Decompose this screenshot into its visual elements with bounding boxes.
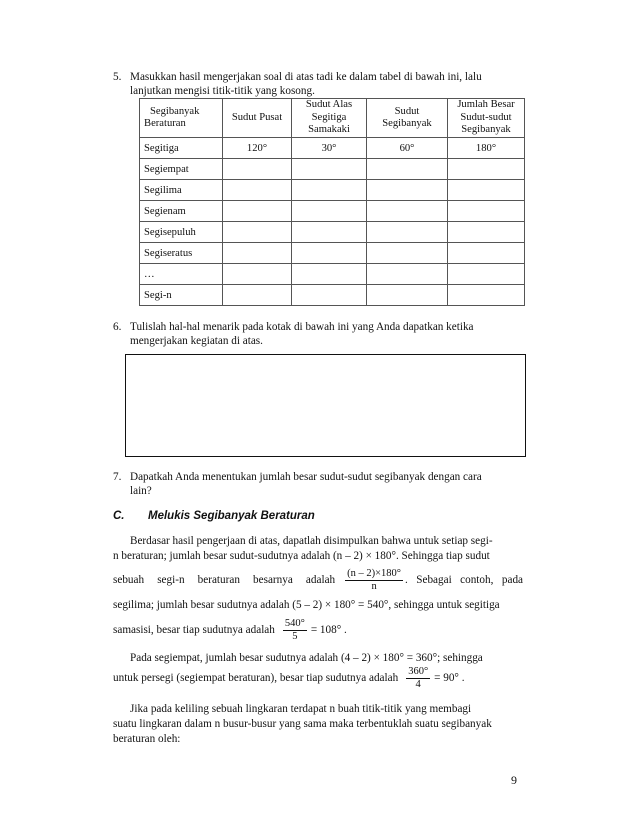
table-cell-empty[interactable] [292,285,367,306]
table-cell-empty[interactable] [292,159,367,180]
para1-line3: sebuah segi-n beraturan besarnya adalah $\frac{(n - 2)\times 180^\circ}{n}$ . Sebagai contoh, pada [113,568,523,592]
question-5-line2: lanjutkan mengisi titik-titik yang kosong. [130,85,315,97]
table-cell-empty[interactable] [448,243,525,264]
header-segibanyak-beraturan: Segibanyak Beraturan [140,99,223,138]
para3-line3: beraturan oleh: [113,733,181,745]
table-cell-empty[interactable] [223,264,292,285]
table-cell-empty[interactable] [223,285,292,306]
question-6-number: 6. [113,321,122,333]
para2-line1: Pada segiempat, jumlah besar sudutnya adalah (4 – 2) × 180° = 360°; sehingga [130,652,483,664]
table-cell-empty[interactable] [223,180,292,201]
para1-line2: n beraturan; jumlah besar sudut-sudutnya adalah (n – 2) × 180°. Sehingga tiap sudut [113,550,490,562]
table-cell-empty[interactable] [367,201,448,222]
header-jumlah-besar: Jumlah Besar Sudut-sudut Segibanyak [448,99,525,138]
header-sudut-segibanyak: Sudut Segibanyak [367,99,448,138]
table-cell-empty[interactable] [292,201,367,222]
table-row: … [140,264,525,285]
table-cell-empty[interactable] [367,159,448,180]
table-cell-empty[interactable] [292,264,367,285]
section-letter: C. [113,510,125,522]
question-6-line2: mengerjakan kegiatan di atas. [130,335,263,347]
table-row: Segi-n [140,285,525,306]
table-cell-empty[interactable] [292,222,367,243]
table-cell-empty[interactable] [448,285,525,306]
para2-line2: untuk persegi (segiempat beraturan), besar tiap sudutnya adalah $\frac{360^\circ}{4}$ = 90° . [113,666,465,690]
header-sudut-pusat: Sudut Pusat [223,99,292,138]
table-row: Segilima [140,180,525,201]
para1-line5: samasisi, besar tiap sudutnya adalah $\frac{540^\circ}{5}$ = 108° . [113,618,347,642]
table-cell-empty[interactable] [448,201,525,222]
para3-line1: Jika pada keliling sebuah lingkaran terdapat n buah titik-titik yang membagi [130,703,472,715]
fraction-segi-n-angle: $\frac{(n - 2)\times 180^\circ}{n}$ [347,568,401,592]
question-6-line1: Tulislah hal-hal menarik pada kotak di bawah ini yang Anda dapatkan ketika [130,321,474,333]
question-7-line1: Dapatkah Anda menentukan jumlah besar sudut-sudut segibanyak dengan cara [130,471,482,483]
table-cell-empty[interactable] [367,180,448,201]
table-cell-empty[interactable] [448,264,525,285]
question-5 [113,70,533,98]
question-7-number: 7. [113,471,122,483]
table-cell-empty[interactable] [367,264,448,285]
para1-line4: segilima; jumlah besar sudutnya adalah (5 – 2) × 180° = 540°, sehingga untuk segitiga [113,599,500,611]
table-cell-empty[interactable] [367,222,448,243]
table-cell-empty[interactable] [292,243,367,264]
table-cell-empty[interactable] [448,222,525,243]
page-number: 9 [511,773,517,787]
table-row: Segienam [140,201,525,222]
fraction-540-over-5: $\frac{540^\circ}{5}$ [284,618,305,642]
question-7 [113,470,533,498]
table-cell-empty[interactable] [223,222,292,243]
fraction-360-over-4: $\frac{360^\circ}{4}$ [408,666,429,690]
question-7-line2: lain? [130,485,152,497]
question-5-number: 5. [113,71,122,83]
table-cell-empty[interactable] [223,201,292,222]
question-6 [113,320,533,348]
table-row: Segiseratus [140,243,525,264]
answer-box[interactable] [125,354,526,457]
table-cell-empty[interactable] [367,243,448,264]
table-cell-empty[interactable] [448,180,525,201]
table-header-row [140,99,525,138]
table-row: Segisepuluh [140,222,525,243]
para3-line2: suatu lingkaran dalam n busur-busur yang sama maka terbentuklah suatu segibanyak [113,718,492,730]
table-cell-empty[interactable] [448,159,525,180]
polygon-angle-table [139,98,525,306]
section-title: Melukis Segibanyak Beraturan [148,510,315,522]
header-sudut-alas: Sudut Alas Segitiga Samakaki [292,99,367,138]
table-cell-empty[interactable] [292,180,367,201]
table-cell-empty[interactable] [223,243,292,264]
table-cell-empty[interactable] [367,285,448,306]
question-5-line1: Masukkan hasil mengerjakan soal di atas tadi ke dalam tabel di bawah ini, lalu [130,71,482,83]
table-cell-empty[interactable] [223,159,292,180]
table-row: Segitiga 120° 30° 60° 180° [140,138,525,159]
table-row: Segiempat [140,159,525,180]
para1-line1: Berdasar hasil pengerjaan di atas, dapatlah disimpulkan bahwa untuk setiap segi- [130,535,493,547]
